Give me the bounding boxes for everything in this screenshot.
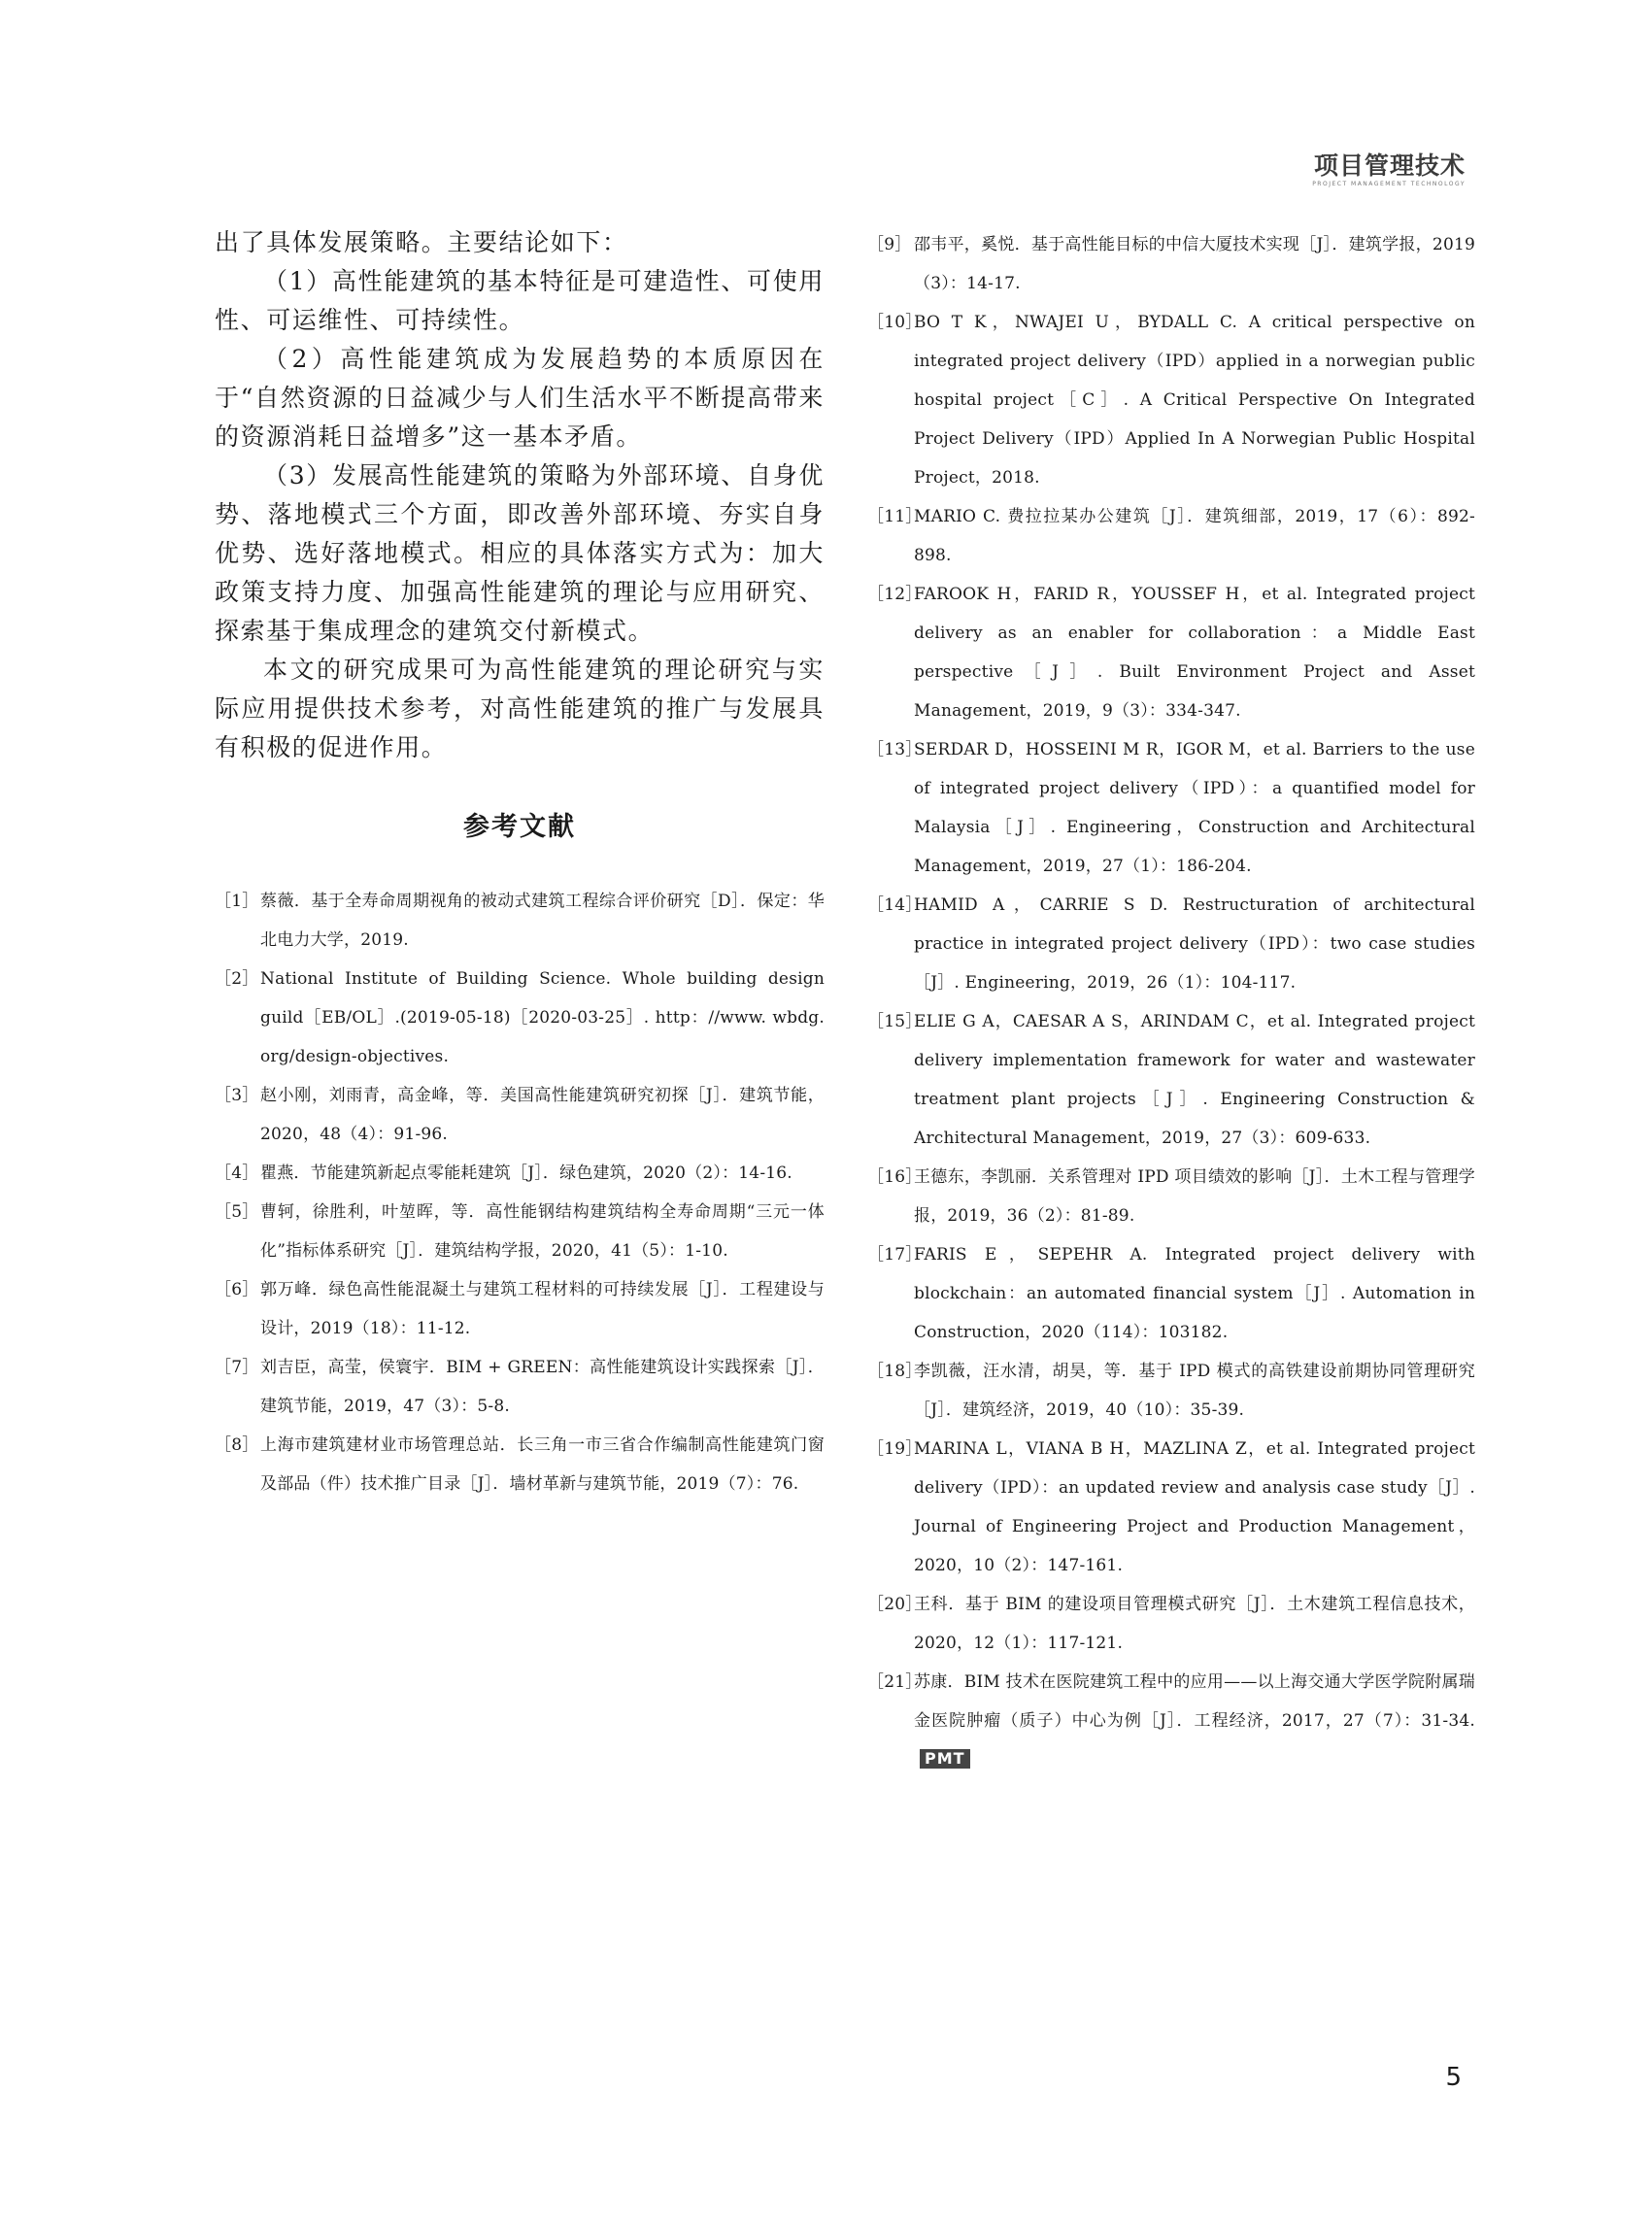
reference-text: 上海市建筑建材业市场管理总站．长三角一市三省合作编制高性能建筑门窗及部品（件）技术推广目录［J］．墙材革新与建筑节能，2019（7）：76.: [260, 1435, 825, 1494]
paragraph: （2）高性能建筑成为发展趋势的本质原因在于“自然资源的日益减少与人们生活水平不断提高带来的资源消耗日益增多”这一基本矛盾。: [215, 345, 825, 451]
reference-number: ［6］: [215, 1280, 259, 1299]
reference-number: ［1］: [215, 892, 259, 911]
reference-number: ［9］: [867, 235, 912, 254]
journal-logo: [1312, 152, 1466, 187]
reference-number: ［7］: [215, 1358, 259, 1377]
left-column: [215, 223, 825, 1503]
reference-text: 蔡薇．基于全寿命周期视角的被动式建筑工程综合评价研究［D］．保定：华北电力大学，2019.: [260, 892, 825, 950]
reference-item: [867, 225, 1475, 303]
reference-text: 刘吉臣，高莹，侯寰宇．BIM + GREEN：高性能建筑设计实践探索［J］．建筑节能，2019，47（3）：5-8.: [260, 1358, 825, 1416]
reference-number: ［8］: [215, 1435, 259, 1455]
reference-number: ［5］: [215, 1202, 259, 1222]
reference-number: ［14］: [867, 895, 923, 915]
reference-number: ［2］: [215, 969, 259, 989]
reference-number: ［12］: [867, 585, 923, 604]
end-mark-badge: PMT: [920, 1749, 970, 1769]
reference-number: ［4］: [215, 1164, 259, 1183]
reference-text: ELIE G A，CAESAR A S，ARINDAM C，et al. Integrated project delivery implementation framework for water and wastewater treatment plant projects［J］. Engineering Construction & Architectural Management，2019，27（3）：609-633.: [914, 1012, 1475, 1148]
reference-item: [867, 1235, 1475, 1352]
reference-item: [215, 960, 825, 1076]
references-heading: 参考文献: [463, 812, 576, 842]
reference-item: [867, 1430, 1475, 1585]
reference-item: [867, 1352, 1475, 1430]
reference-number: ［18］: [867, 1362, 923, 1381]
reference-text: 王科．基于 BIM 的建设项目管理模式研究［J］．土木建筑工程信息技术，2020，12（1）：117-121.: [914, 1595, 1475, 1653]
reference-text: FAROOK H，FARID R，YOUSSEF H，et al. Integrated project delivery as an enabler for collaboration：a Middle East perspective［J］. Built Environment Project and Asset Management，2019，9（3）：334-347.: [914, 585, 1475, 721]
reference-number: ［10］: [867, 313, 923, 332]
reference-text-body: 苏康．BIM 技术在医院建筑工程中的应用——以上海交通大学医学院附属瑞金医院肿瘤（质子）中心为例［J］．工程经济，2017，27（7）：31-34.: [914, 1672, 1475, 1731]
reference-item: [867, 1663, 1475, 1779]
reference-item: [215, 1426, 825, 1503]
reference-text: SERDAR D，HOSSEINI M R，IGOR M，et al. Barriers to the use of integrated project delivery（IPD）：a quantified model for Malaysia［J］. Engineering，Construction and Architectural Management，2019，27（1）：186-204.: [914, 740, 1475, 876]
reference-item: [215, 1193, 825, 1270]
reference-text: 赵小刚，刘雨青，高金峰，等．美国高性能建筑研究初探［J］．建筑节能，2020，48（4）：91-96.: [260, 1086, 825, 1144]
reference-number: ［16］: [867, 1167, 923, 1187]
reference-number: ［11］: [867, 507, 923, 526]
paragraph: 本文的研究成果可为高性能建筑的理论研究与实际应用提供技术参考，对高性能建筑的推广与发展具有积极的促进作用。: [215, 656, 825, 761]
reference-number: ［21］: [867, 1672, 923, 1692]
reference-item: [215, 1076, 825, 1154]
reference-text: 郭万峰．绿色高性能混凝土与建筑工程材料的可持续发展［J］．工程建设与设计，2019（18）：11-12.: [260, 1280, 825, 1338]
reference-text: 瞿燕．节能建筑新起点零能耗建筑［J］．绿色建筑，2020（2）：14-16.: [260, 1164, 792, 1183]
reference-item: [215, 882, 825, 960]
reference-number: ［20］: [867, 1595, 923, 1614]
reference-text: National Institute of Building Science. Whole building design guild［EB/OL］.(2019-05-18)［2020-03-25］. http：//www. wbdg. org/design-objectives.: [260, 969, 825, 1066]
reference-number: ［17］: [867, 1245, 923, 1265]
reference-item: [867, 1002, 1475, 1158]
reference-item: [867, 1158, 1475, 1235]
reference-text: 王德东，李凯丽．关系管理对 IPD 项目绩效的影响［J］．土木工程与管理学报，2019，36（2）：81-89.: [914, 1167, 1475, 1226]
reference-text: MARINA L，VIANA B H，MAZLINA Z，et al. Integrated project delivery（IPD）：an updated review and analysis case study［J］. Journal of Engineering Project and Production Management，2020，10（2）：147-161.: [914, 1439, 1475, 1575]
reference-item: [867, 886, 1475, 1002]
reference-item: [867, 1585, 1475, 1663]
reference-item: [215, 1270, 825, 1348]
reference-list-right: [867, 225, 1475, 1779]
journal-logo-subtitle: PROJECT MANAGEMENT TECHNOLOGY: [1312, 181, 1466, 187]
reference-item: [867, 575, 1475, 730]
reference-item: [867, 730, 1475, 886]
body-text: [215, 223, 825, 767]
reference-text: FARIS E，SEPEHR A. Integrated project delivery with blockchain：an automated financial system［J］. Automation in Construction，2020（114）：103182.: [914, 1245, 1475, 1342]
page-number: 5: [1445, 2063, 1462, 2092]
reference-text: [914, 1663, 1475, 1779]
reference-text: HAMID A，CARRIE S D. Restructuration of architectural practice in integrated project delivery（IPD）：two case studies［J］. Engineering，2019，26（1）：104-117.: [914, 895, 1475, 993]
reference-text: 邵韦平，奚悦．基于高性能目标的中信大厦技术实现［J］．建筑学报，2019（3）：14-17.: [914, 235, 1475, 293]
reference-text: 李凯薇，汪水清，胡昊，等．基于 IPD 模式的高铁建设前期协同管理研究［J］．建筑经济，2019，40（10）：35-39.: [914, 1362, 1475, 1420]
paragraph: 出了具体发展策略。主要结论如下：: [215, 228, 628, 256]
paragraph: （3）发展高性能建筑的策略为外部环境、自身优势、落地模式三个方面，即改善外部环境、夯实自身优势、选好落地模式。相应的具体落实方式为：加大政策支持力度、加强高性能建筑的理论与应用研究、探索基于集成理念的建筑交付新模式。: [215, 461, 825, 645]
reference-item: [867, 303, 1475, 497]
reference-text: 曹轲，徐胜利，叶堃晖，等．高性能钢结构建筑结构全寿命周期“三元一体化”指标体系研究［J］．建筑结构学报，2020，41（5）：1-10.: [260, 1202, 825, 1261]
right-column: [867, 225, 1475, 1779]
journal-logo-title: 项目管理技术: [1313, 152, 1466, 180]
reference-number: ［15］: [867, 1012, 923, 1031]
reference-text: BO T K，NWAJEI U，BYDALL C. A critical perspective on integrated project delivery（IPD）applied in a norwegian public hospital project［C］. A Critical Perspective On Integrated Project Delivery（IPD）Applied In A Norwegian Public Hospital Project，2018.: [914, 313, 1475, 488]
reference-number: ［3］: [215, 1086, 259, 1105]
reference-item: [215, 1348, 825, 1426]
reference-number: ［19］: [867, 1439, 923, 1459]
reference-list-left: [215, 882, 825, 1503]
reference-number: ［13］: [867, 740, 923, 759]
reference-item: [215, 1154, 825, 1193]
reference-text: MARIO C. 费拉拉某办公建筑［J］．建筑细部，2019，17（6）：892-898.: [914, 507, 1475, 565]
reference-item: [867, 497, 1475, 575]
paragraph: （1）高性能建筑的基本特征是可建造性、可使用性、可运维性、可持续性。: [215, 267, 825, 334]
